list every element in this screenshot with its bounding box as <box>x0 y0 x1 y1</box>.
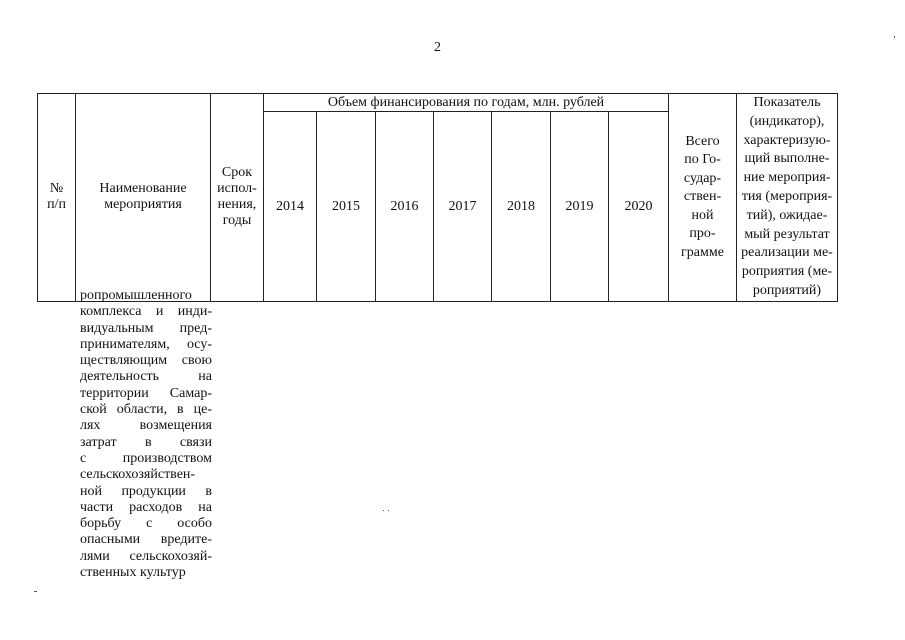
activity-name-continuation <box>80 288 212 581</box>
header-cell-indicator <box>737 94 838 302</box>
header-cell-total <box>669 94 737 302</box>
header-cell-term <box>211 94 264 302</box>
continuation-line: комплекса и инди- <box>80 304 212 320</box>
continuation-line: ственных культур <box>80 565 186 581</box>
continuation-line: видуальным пред- <box>80 320 212 336</box>
continuation-line: с производством <box>80 450 212 466</box>
continuation-line: принимателям, осу- <box>80 336 212 352</box>
header-name-text: Наименование мероприятия <box>99 181 187 213</box>
header-total-text: Всего по Го- судар- ствен- ной про- грамме <box>681 133 724 260</box>
header-indicator-text: Показатель (индикатор), характеризую- щий выполне- ние мероприя- тия (мероприя- тий), ожидае- мый результат реализации ме- роприятия (ме- роприятий) <box>741 95 833 298</box>
continuation-line: деятельность на <box>80 369 212 385</box>
header-term-text: Срок испол- нения, годы <box>217 165 257 229</box>
continuation-line: лями сельскохозяй- <box>80 548 212 564</box>
header-cell-number <box>38 94 76 302</box>
continuation-line: ществляющим свою <box>80 353 212 369</box>
scan-speck <box>894 36 895 38</box>
scan-speck <box>383 510 384 511</box>
header-year-2016: 2016 <box>376 112 434 301</box>
continuation-line: лях возмещения <box>80 418 212 434</box>
scan-speck <box>388 510 389 511</box>
header-year-2017: 2017 <box>434 112 492 301</box>
header-number-text: № п/п <box>47 181 66 213</box>
continuation-line: сельскохозяйствен- <box>80 467 196 483</box>
continuation-line: ропромышленного <box>80 288 192 303</box>
continuation-line: ской области, в це- <box>80 402 212 418</box>
continuation-line: борьбу с особо <box>80 516 212 532</box>
header-year-2014: 2014 <box>264 112 317 301</box>
header-year-2020: 2020 <box>609 112 669 301</box>
header-year-2015: 2015 <box>317 112 376 301</box>
header-cell-name <box>76 94 211 302</box>
table-header <box>37 93 838 302</box>
continuation-line: части расходов на <box>80 499 212 515</box>
continuation-line: ной продукции в <box>80 483 212 499</box>
continuation-line: территории Самар- <box>80 385 212 401</box>
scan-speck <box>34 591 37 592</box>
header-cell-financing <box>264 94 669 112</box>
header-year-2018: 2018 <box>492 112 551 301</box>
continuation-line: опасными вредите- <box>80 532 212 548</box>
continuation-line: затрат в связи <box>80 434 212 450</box>
header-financing-text: Объем финансирования по годам, млн. рублей <box>327 94 605 110</box>
page-number: 2 <box>434 40 441 55</box>
header-year-2019: 2019 <box>551 112 609 301</box>
